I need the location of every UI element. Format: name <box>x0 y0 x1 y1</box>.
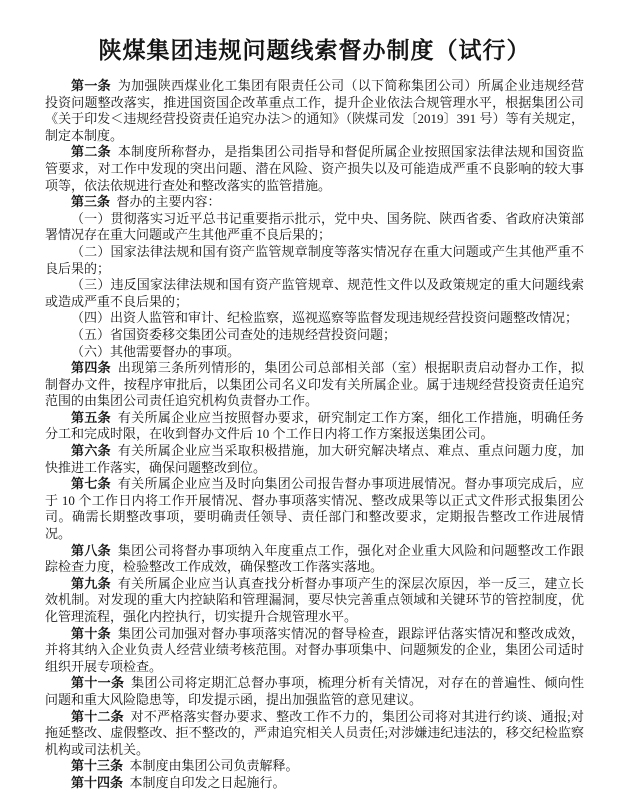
article-number: 第三条 <box>71 194 111 210</box>
article-paragraph: 第五条 有关所属企业应当按照督办要求，研究制定工作方案，细化工作措施，明确任务分工和完成时限，在收到督办文件后 10 个工作日内将工作方案报送集团公司。 <box>45 409 584 442</box>
article-number: 第四条 <box>71 360 111 376</box>
list-item-paragraph: （一）贯彻落实习近平总书记重要指示批示，党中央、国务院、陕西省委、省政府决策部署情况存在重大问题或产生其他严重不良后果的； <box>45 210 584 243</box>
article-number: 第九条 <box>71 575 111 591</box>
document-body <box>45 78 584 792</box>
article-paragraph: 第三条 督办的主要内容： <box>71 194 221 210</box>
article-paragraph: 第九条 有关所属企业应当认真查找分析督办事项产生的深层次原因，举一反三，建立长效机制。对发现的重大内控缺陷和管理漏洞，要尽快完善重点领域和关键环节的管控制度，优化管理流程，强化内控执行，切实提升合规管理水平。 <box>45 575 584 624</box>
list-item-paragraph: （四）出资人监管和审计、纪检监察，巡视巡察等监督发现违规经营投资问题整改情况； <box>71 310 579 326</box>
document-title: 陕煤集团违规问题线索督办制度（试行） <box>98 38 531 63</box>
article-paragraph: 第十三条 本制度由集团公司负责解释。 <box>71 758 299 774</box>
article-number: 第六条 <box>71 443 111 459</box>
article-number: 第十三条 <box>71 758 124 774</box>
article-paragraph: 第二条 本制度所称督办，是指集团公司指导和督促所属企业按照国家法律法规和国资监管要求，对工作中发现的突出问题、潜在风险、资产损失以及可能造成严重不良影响的较大事项等，依法依规进行查处和整改落实的监管措施。 <box>45 144 584 193</box>
article-paragraph: 第十四条 本制度自印发之日起施行。 <box>71 774 286 790</box>
article-paragraph: 第一条 为加强陕西煤业化工集团有限责任公司（以下简称集团公司）所属企业违规经营投资问题整改落实，推进国资国企改革重点工作，提升企业依法合规管理水平，根据集团公司《关于印发＜违规经营投资责任追究办法＞的通知》（陕煤司发〔2019〕391 号）等有关规定，制定本制度。 <box>45 78 584 143</box>
article-paragraph: 第十二条 对不严格落实督办要求、整改工作不力的，集团公司将对其进行约谈、通报;对拖延整改、虚假整改、拒不整改的，严肃追究相关人员责任;对涉嫌违纪违法的，移交纪检监察机构或司法机关。 <box>45 708 584 757</box>
article-number: 第十二条 <box>71 708 124 724</box>
list-item-paragraph: （五）省国资委移交集团公司查处的违规经营投资问题； <box>71 326 397 342</box>
article-number: 第一条 <box>71 78 111 93</box>
article-paragraph: 第四条 出现第三条所列情形的，集团公司总部相关部（室）根据职责启动督办工作，拟制督办文件，按程序审批后，以集团公司名义印发有关所属企业。属于违规经营投资责任追究范围的由集团公司责任追究机构负责督办工作。 <box>45 360 584 409</box>
article-number: 第十四条 <box>71 774 124 790</box>
list-item-paragraph: （三）违反国家法律法规和国有资产监管规章、规范性文件以及政策规定的重大问题线索或造成严重不良后果的； <box>45 277 584 309</box>
article-paragraph: 第八条 集团公司将督办事项纳入年度重点工作，强化对企业重大风险和问题整改工作跟踪检查力度，检验整改工作成效，确保整改工作落实落地。 <box>45 542 584 575</box>
article-paragraph: 第十一条 集团公司将定期汇总督办事项，梳理分析有关情况，对存在的普遍性、倾向性问题和重大风险隐患等，印发提示函，提出加强监管的意见建议。 <box>45 675 584 707</box>
list-item-paragraph: （六）其他需要督办的事项。 <box>71 343 241 359</box>
article-paragraph: 第十条 集团公司加强对督办事项落实情况的督导检查，跟踪评估落实情况和整改成效，并将其纳入企业负责人经营业绩考核范围。对督办事项集中、问题频发的企业，集团公司适时组织开展专项检查。 <box>45 625 584 674</box>
article-number: 第十条 <box>71 625 111 641</box>
article-number: 第十一条 <box>71 675 125 691</box>
article-number: 第七条 <box>71 476 111 492</box>
article-number: 第五条 <box>71 409 111 425</box>
article-number: 第二条 <box>71 144 111 160</box>
article-paragraph: 第六条 有关所属企业应当采取积极措施，加大研究解决堵点、难点、重点问题力度，加快推进工作落实，确保问题整改到位。 <box>45 443 584 475</box>
list-item-paragraph: （二）国家法律法规和国有资产监管规章制度等落实情况存在重大问题或产生其他严重不良后果的； <box>45 243 584 276</box>
article-number: 第八条 <box>71 542 111 558</box>
article-paragraph: 第七条 有关所属企业应当及时向集团公司报告督办事项进展情况。督办事项完成后，应于 10 个工作日内将工作开展情况、督办事项落实情况、整改成果等以正式文件形式报集团公司。确需长期整改事项，要明确责任领导、责任部门和整改要求，定期报告整改工作进展情况。 <box>45 476 584 542</box>
